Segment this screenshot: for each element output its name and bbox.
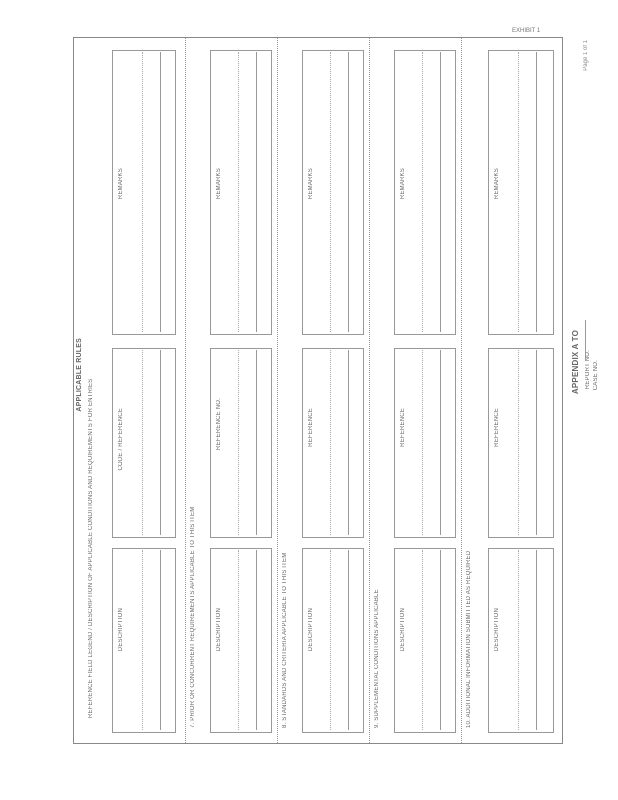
section-3-intro: 8. STANDARDS AND CRITERIA APPLICABLE TO THIS ITEM: [282, 552, 288, 728]
section-4: [370, 38, 462, 743]
section-1: [74, 38, 186, 743]
section-4-desc-rule: [440, 550, 441, 730]
section-2-remarks-line: [238, 52, 239, 332]
section-5-ref-rule: [536, 350, 537, 535]
section-4-remarks-line: [422, 52, 423, 332]
section-2-desc-rule: [256, 550, 257, 730]
section-1-desc-line: [142, 550, 143, 730]
section-4-remarks-rule: [440, 52, 441, 332]
section-2-col-mid: REFERENCE NO.: [216, 398, 222, 450]
section-4-desc-line: [422, 550, 423, 730]
section-3-col-right: REMARKS: [308, 168, 314, 200]
title-line-3: CASE NO.: [593, 360, 599, 391]
form-frame: [73, 37, 563, 744]
section-2-remarks-rule: [256, 52, 257, 332]
section-4-col-left: DESCRIPTION: [400, 608, 406, 652]
section-5-remarks-line: [518, 52, 519, 332]
section-3-ref-rule: [348, 350, 349, 535]
section-1-col-right: REMARKS: [118, 168, 124, 200]
section-2-intro: 7. PRIOR OR CONCURRENT REQUIREMENTS APPLICABLE TO THIS ITEM: [190, 506, 196, 728]
exhibit-stamp: EXHIBIT 1: [512, 28, 541, 34]
section-1-code-line: [142, 350, 143, 535]
section-3: [278, 38, 370, 743]
section-4-col-right: REMARKS: [400, 168, 406, 200]
section-5-ref-line: [518, 350, 519, 535]
section-2-ref-rule: [256, 350, 257, 535]
section-1-code-rule: [160, 350, 161, 535]
section-2-ref-line: [238, 350, 239, 535]
section-2: [186, 38, 278, 743]
section-1-desc-rule: [160, 550, 161, 730]
section-5-desc-rule: [536, 550, 537, 730]
section-4-intro: 9. SUPPLEMENTAL CONDITIONS APPLICABLE: [374, 589, 380, 728]
section-2-desc-line: [238, 550, 239, 730]
section-4-ref-line: [422, 350, 423, 535]
section-1-col-mid: CODE / REFERENCE: [118, 408, 124, 471]
section-3-remarks-rule: [348, 52, 349, 332]
section-5: [462, 38, 562, 743]
section-2-col-right: REMARKS: [216, 168, 222, 200]
section-3-ref-line: [330, 350, 331, 535]
section-1-col-left: DESCRIPTION: [118, 608, 124, 652]
section-4-ref-rule: [440, 350, 441, 535]
section-5-intro: 10. ADDITIONAL INFORMATION SUBMITTED AS REQUIRED: [466, 550, 472, 728]
section-4-col-mid: REFERENCE: [400, 408, 406, 447]
title-line-1: APPENDIX A TO: [571, 330, 580, 395]
section-1-remarks-rule: [160, 52, 161, 332]
section-5-col-left: DESCRIPTION: [494, 608, 500, 652]
section-1-intro: REFERENCE FIELD LEGEND / DESCRIPTION OF APPLICABLE CONDITIONS AND REQUIREMENTS FOR ENTRIES: [88, 378, 94, 718]
section-1-remarks-line: [142, 52, 143, 332]
title-block: [567, 330, 607, 470]
section-3-col-mid: REFERENCE: [308, 408, 314, 447]
section-5-col-mid: REFERENCE: [494, 408, 500, 447]
title-line-2: REPORT NO.: [585, 350, 591, 390]
section-3-desc-rule: [348, 550, 349, 730]
section-2-col-left: DESCRIPTION: [216, 608, 222, 652]
section-3-col-left: DESCRIPTION: [308, 608, 314, 652]
section-3-remarks-line: [330, 52, 331, 332]
section-5-remarks-rule: [536, 52, 537, 332]
section-5-desc-line: [518, 550, 519, 730]
section-5-col-right: REMARKS: [494, 168, 500, 200]
section-3-desc-line: [330, 550, 331, 730]
page-number: Page 1 of 1: [583, 40, 589, 71]
form-heading: APPLICABLE RULES: [76, 338, 83, 412]
title-rule: [585, 320, 586, 360]
